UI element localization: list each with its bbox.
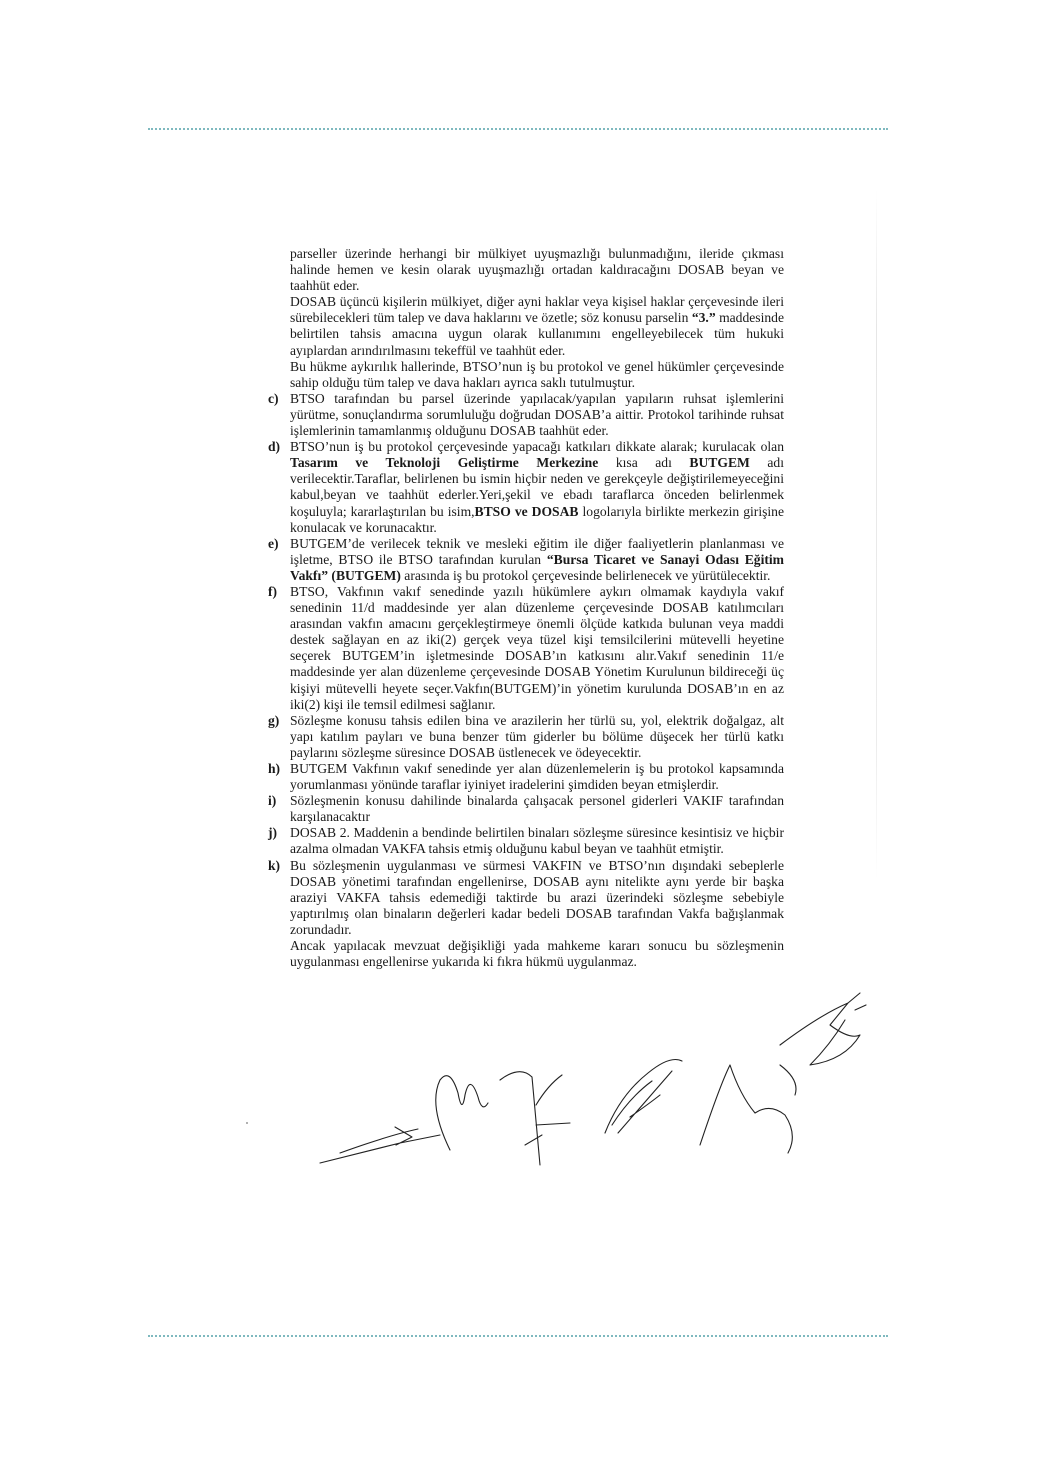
item-text: BUTGEM Vakfının vakıf senedinde yer alan düzenlemelerin iş bu protokol kapsamında yorumlanması yönünde taraflar iyiniyet iradelerini şimdiden beyan etmişlerdir. (290, 761, 784, 793)
item-text: Bu sözleşmenin uygulanması ve sürmesi VAKFIN ve BTSO’nın dışındaki sebeplerle DOSAB yönetimi tarafından engellenirse, DOSAB aynı nitelikte aynı yerde bir başka araziyi VAKFA tahsis edemediği taktirde bu arazi üzerindeki sözleşme sebebiyle yaptırılmış olan binaların değerleri kadar bedeli DOSAB tarafından Vakfa bağışlanmak zorundadır. (290, 857, 784, 937)
item-marker: c) (268, 390, 279, 406)
list-item-c (268, 391, 784, 439)
item-text: BTSO tarafından bu parsel üzerinde yapılacak/yapılan yapıların ruhsat işlemlerini yürütme, sonuçlandırma sorumluluğu doğrudan DOSAB’a aittir. Protokol tarihinde ruhsat işlemlerinin tamamlanmış olduğunu DOSAB taahhüt eder. (290, 390, 784, 439)
paragraph-ownership-dispute: parseller üzerinde herhangi bir mülkiyet uyuşmazlığı bulunmadığını, ileride çıkması halinde hemen ve kesin olarak uyuşmazlığı ortadan kaldıracağını DOSAB beyan ve taahhüt eder. (290, 246, 784, 294)
list-item-j (268, 825, 784, 857)
paragraph-reservation-of-rights: Bu hükme aykırılık hallerinde, BTSO’nun iş bu protokol ve genel hükümler çerçevesinde sahip olduğu tüm talep ve dava hakları ayrıca saklı tutulmuştur. (290, 358, 784, 390)
item-text: Sözleşmenin konusu dahilinde binalarda çalışacak personel giderleri VAKIF tarafından karşılanacaktır (290, 793, 784, 825)
item-marker: e) (268, 535, 279, 551)
item-marker: d) (268, 439, 281, 455)
paragraph-closing: Ancak yapılacak mevzuat değişikliği yada mahkeme kararı sonucu bu sözleşmenin uygulanması engellenirse yukarıda ki fıkra hükmü uygulanmaz. (290, 938, 784, 970)
paragraph-third-party-rights: DOSAB üçüncü kişilerin mülkiyet, diğer ayni haklar veya kişisel haklar çerçevesinde ileri sürebilecekleri tüm talep ve dava haklarını ve özetle; söz konusu parselin “3.” maddesinde belirtilen tahsis amacına uygun olarak kullanımını engelleyebilecek tüm hukuki ayıplardan arındırılmasını tekeffül ve taahhüt eder. (290, 294, 785, 358)
item-marker: k) (268, 857, 281, 873)
list-item-e (268, 536, 784, 584)
list-item-i (268, 793, 784, 825)
handwritten-signatures-icon (300, 985, 880, 1175)
list-item-f (268, 584, 784, 713)
signature-4 (605, 1060, 682, 1134)
signature-2 (436, 1076, 488, 1150)
item-marker: h) (268, 761, 281, 776)
signature-6 (780, 993, 866, 1065)
item-marker: j) (268, 825, 278, 841)
item-text: BTSO, Vakfının vakıf senedinde yazılı hükümlere aykırı olmamak kaydıyla vakıf senedinin 11/d maddesinde yer alan düzenleme çerçevesinde DOSAB katılımcıları arasından vakfın amacını gerçekleştirmeye önemli ölçüde katkıda bulunan veya maddi destek sağlayan en az iki(2) gerçek veya tüzel kişi temsilcilerini mütevelli heyetine seçerek BUTGEM’in işletmesinde DOSAB’ın katkısını alır.Vakıf senedinin 11/e maddesinde yer alan düzenleme çerçevesinde DOSAB Yönetim Kurulunun bildireceği üç kişiyi mütevelli heyete seçer.Vakfın(BUTGEM)’in yönetim kurulunda DOSAB’ın en az iki(2) kişi ile temsil edilmesi sağlanır. (290, 583, 784, 712)
item-marker: f) (268, 583, 278, 599)
signature-3 (500, 1072, 570, 1165)
item-text: DOSAB 2. Maddenin a bendinde belirtilen binaları sözleşme süresince kesintisiz ve hiçbir azalma olmadan VAKFA tahsis etmiş olduğunu kabul beyan ve taahhüt etmiştir. (290, 825, 784, 857)
item-marker: i) (268, 793, 277, 809)
item-text: BTSO’nun iş bu protokol çerçevesinde yapacağı katkıları dikkate alarak; kurulacak olan Tasarım ve Teknoloji Geliştirme Merkezine kısa adı BUTGEM adı verilecektir.Taraflar, belirlenen bu ismin hiçbir neden ve gerekçeyle değiştirilemeyeceğini kabul,beyan ve taahhüt ederler.Yeri,şekil ve ebadı taraflarca önceden belirlenmek koşuluyla; kararlaştırılan bu isim,BTSO ve DOSAB logolarıyla birlikte merkezin girişine konulacak ve korunacaktır. (290, 439, 785, 535)
signature-1 (320, 1127, 440, 1163)
list-item-h (268, 761, 784, 793)
list-item-g (268, 713, 784, 761)
scan-edge-line (876, 190, 877, 880)
top-dotted-rule (148, 128, 888, 130)
document-body (268, 246, 784, 970)
scan-speck (246, 1122, 248, 1124)
item-text: Sözleşme konusu tahsis edilen bina ve arazilerin her türlü su, yol, elektrik doğalgaz, alt yapı katılım payları ve buna benzer tüm giderler bu bölüme düşecek her türlü katkı paylarını sözleşme süresince DOSAB üstlenecek ve ödeyecektir. (290, 712, 784, 760)
signature-5 (700, 1065, 796, 1153)
bottom-dotted-rule (148, 1335, 888, 1337)
list-item-d (268, 439, 784, 536)
item-marker: g) (268, 712, 280, 728)
list-item-k (268, 858, 784, 938)
item-text: BUTGEM’de verilecek teknik ve mesleki eğitim ile diğer faaliyetlerin planlanması ve işletme, BTSO ile BTSO tarafından kurulan “Bursa Ticaret ve Sanayi Odası Eğitim Vakfı” (BUTGEM) arasında iş bu protokol çerçevesinde belirlenecek ve yürütülecektir. (290, 535, 784, 583)
